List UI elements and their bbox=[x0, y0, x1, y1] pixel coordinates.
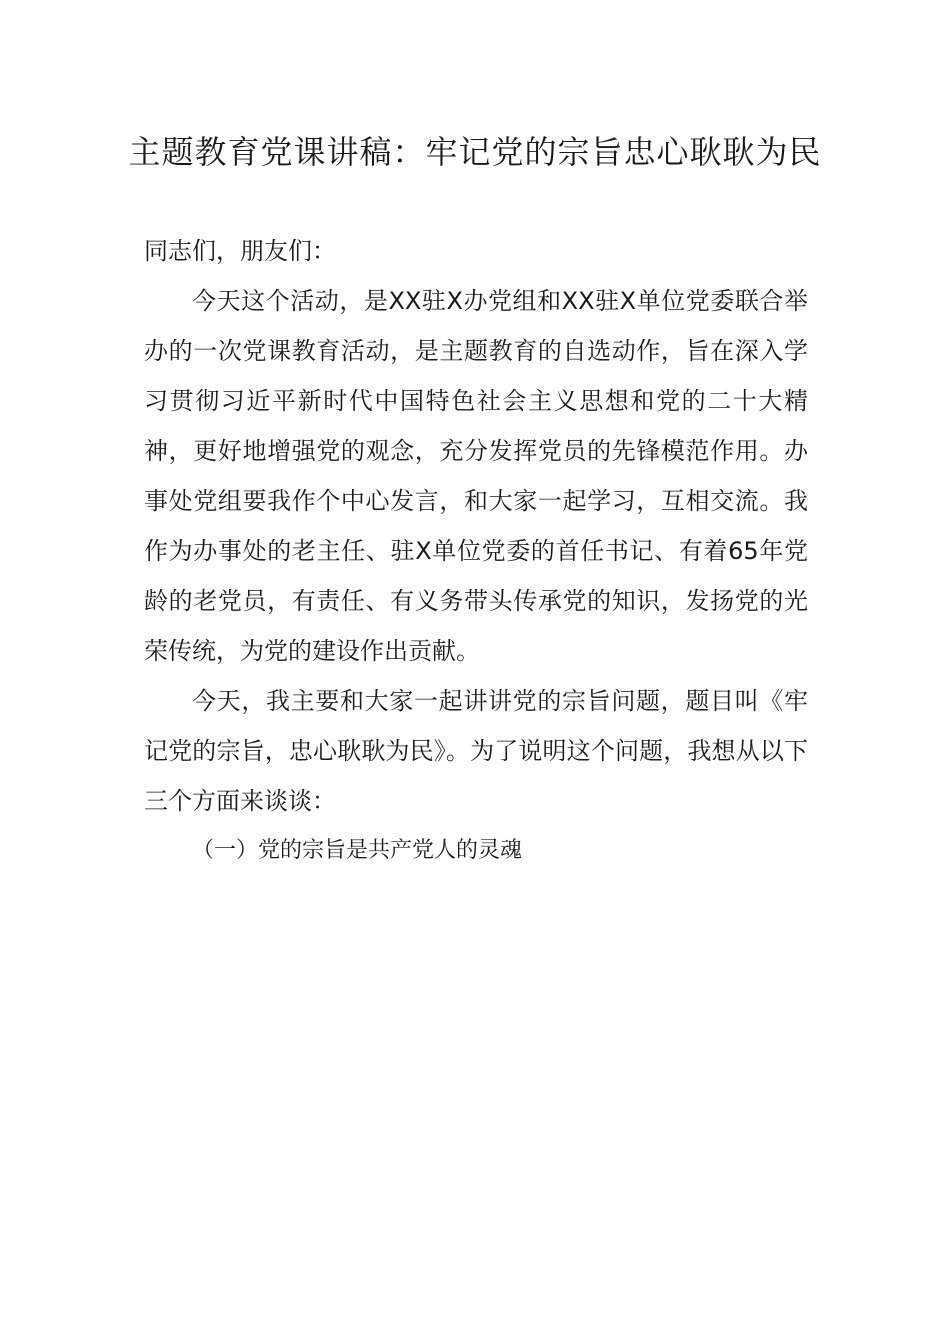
document-title: 主题教育党课讲稿：牢记党的宗旨忠心耿耿为民 bbox=[128, 133, 822, 171]
greeting-line: 同志们，朋友们： bbox=[144, 237, 336, 265]
document-body bbox=[144, 226, 808, 876]
section-heading: （一）党的宗旨是共产党人的灵魂 bbox=[192, 838, 523, 863]
paragraph-topic: 今天，我主要和大家一起讲讲党的宗旨问题，题目叫《牢记党的宗旨，忠心耿耿为民》。为了说明这个问题，我想从以下三个方面来谈谈： bbox=[144, 687, 808, 815]
paragraph-intro: 今天这个活动，是XX驻X办党组和XX驻X单位党委联合举办的一次党课教育活动，是主题教育的自选动作，旨在深入学习贯彻习近平新时代中国特色社会主义思想和党的二十大精神，更好地增强党的观念，充分发挥党员的先锋模范作用。办事处党组要我作个中心发言，和大家一起学习，互相交流。我作为办事处的老主任、驻X单位党委的首任书记、有着65年党龄的老党员，有责任、有义务带头传承党的知识，发扬党的光荣传统，为党的建设作出贡献。 bbox=[144, 287, 808, 665]
